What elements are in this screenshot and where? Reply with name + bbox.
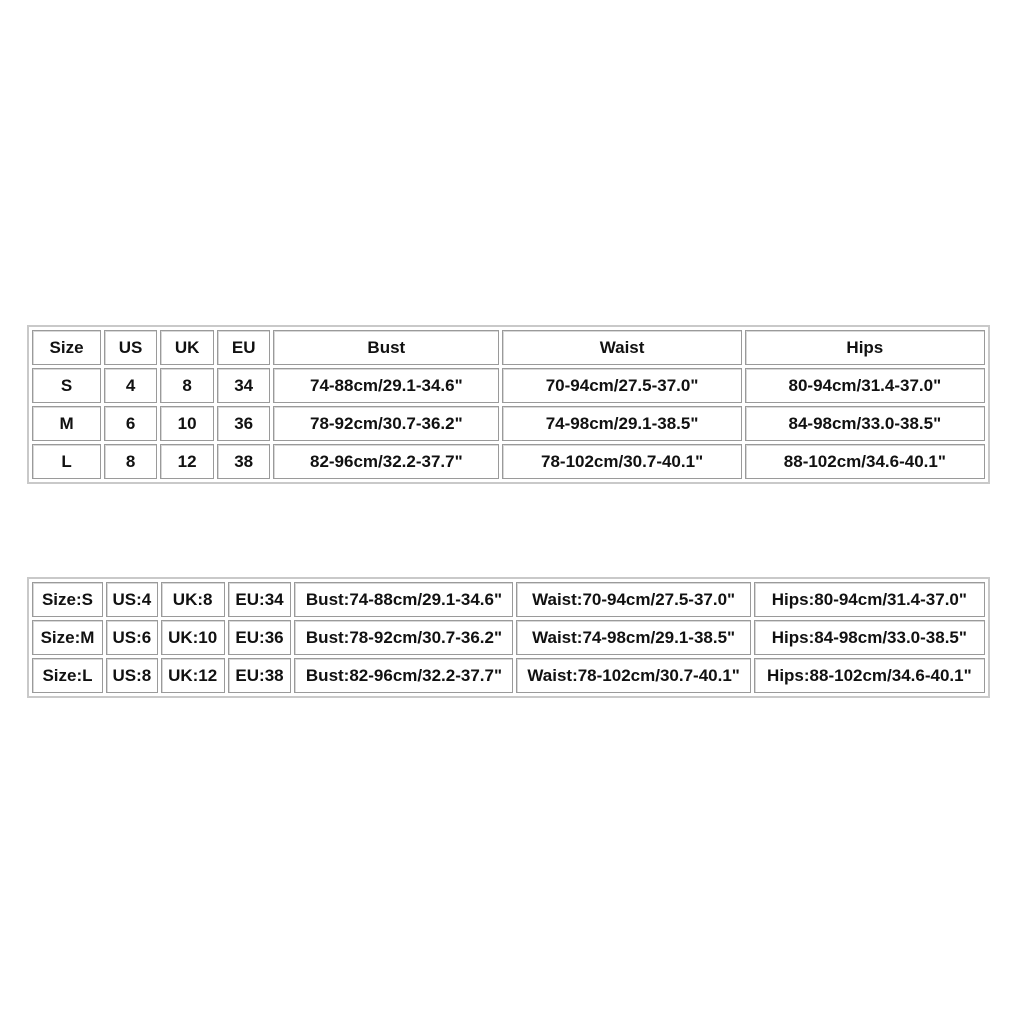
header-uk: UK <box>160 330 214 365</box>
size-chart-table <box>27 325 990 484</box>
cell-us: US:4 <box>106 582 158 617</box>
cell-us: 8 <box>104 444 157 479</box>
table-row <box>32 444 985 479</box>
cell-waist: 74-98cm/29.1-38.5" <box>502 406 741 441</box>
cell-size: Size:S <box>32 582 103 617</box>
cell-eu: EU:38 <box>228 658 292 693</box>
cell-eu: 38 <box>217 444 270 479</box>
table-row <box>32 582 985 617</box>
size-chart-labeled-table <box>27 577 990 698</box>
cell-eu: 34 <box>217 368 270 403</box>
cell-waist: 78-102cm/30.7-40.1" <box>502 444 741 479</box>
cell-uk: 10 <box>160 406 214 441</box>
cell-bust: Bust:82-96cm/32.2-37.7" <box>294 658 513 693</box>
cell-bust: Bust:78-92cm/30.7-36.2" <box>294 620 513 655</box>
cell-bust: 82-96cm/32.2-37.7" <box>273 444 499 479</box>
header-us: US <box>104 330 157 365</box>
cell-us: 4 <box>104 368 157 403</box>
cell-hips: 84-98cm/33.0-38.5" <box>745 406 985 441</box>
table-row <box>32 658 985 693</box>
cell-hips: 88-102cm/34.6-40.1" <box>745 444 985 479</box>
cell-hips: Hips:88-102cm/34.6-40.1" <box>754 658 985 693</box>
cell-size: Size:L <box>32 658 103 693</box>
cell-us: US:8 <box>106 658 158 693</box>
cell-hips: Hips:84-98cm/33.0-38.5" <box>754 620 985 655</box>
cell-uk: UK:10 <box>161 620 225 655</box>
table-header-row <box>32 330 985 365</box>
cell-uk: 8 <box>160 368 214 403</box>
header-waist: Waist <box>502 330 741 365</box>
table-row <box>32 368 985 403</box>
cell-uk: UK:12 <box>161 658 225 693</box>
cell-bust: 74-88cm/29.1-34.6" <box>273 368 499 403</box>
cell-eu: EU:36 <box>228 620 292 655</box>
cell-us: US:6 <box>106 620 158 655</box>
cell-size: M <box>32 406 101 441</box>
cell-hips: Hips:80-94cm/31.4-37.0" <box>754 582 985 617</box>
header-bust: Bust <box>273 330 499 365</box>
cell-waist: Waist:78-102cm/30.7-40.1" <box>516 658 750 693</box>
cell-size: Size:M <box>32 620 103 655</box>
cell-size: S <box>32 368 101 403</box>
cell-waist: Waist:74-98cm/29.1-38.5" <box>516 620 750 655</box>
cell-bust: Bust:74-88cm/29.1-34.6" <box>294 582 513 617</box>
cell-size: L <box>32 444 101 479</box>
header-eu: EU <box>217 330 270 365</box>
table-row <box>32 620 985 655</box>
table-row <box>32 406 985 441</box>
header-hips: Hips <box>745 330 985 365</box>
header-size: Size <box>32 330 101 365</box>
cell-eu: EU:34 <box>228 582 292 617</box>
cell-waist: Waist:70-94cm/27.5-37.0" <box>516 582 750 617</box>
cell-uk: 12 <box>160 444 214 479</box>
cell-eu: 36 <box>217 406 270 441</box>
cell-bust: 78-92cm/30.7-36.2" <box>273 406 499 441</box>
cell-hips: 80-94cm/31.4-37.0" <box>745 368 985 403</box>
cell-us: 6 <box>104 406 157 441</box>
cell-uk: UK:8 <box>161 582 225 617</box>
cell-waist: 70-94cm/27.5-37.0" <box>502 368 741 403</box>
